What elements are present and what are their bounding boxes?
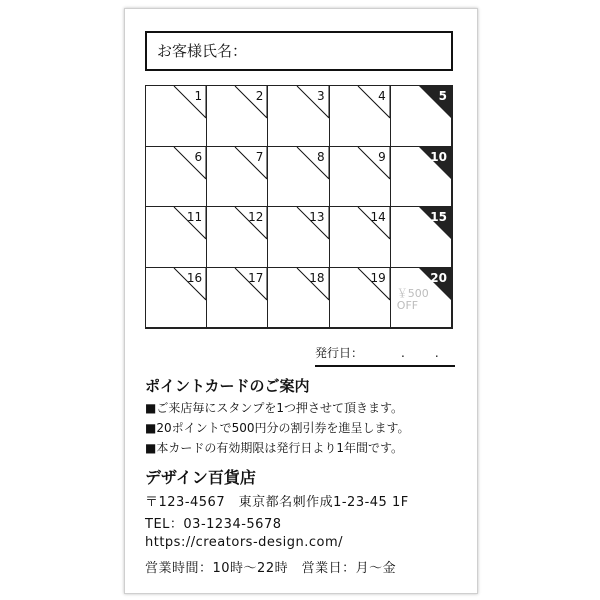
guide-item: ■ご来店毎にスタンプを1つ押させて頂きます。 (145, 401, 404, 415)
stamp-cell (145, 267, 207, 329)
stamp-number: 7 (255, 149, 264, 164)
reward-amount: ￥500 (396, 286, 429, 300)
customer-name-field[interactable] (145, 31, 453, 71)
stamp-number: 6 (194, 149, 203, 164)
stamp-cell (267, 85, 329, 147)
store-name: デザイン百貨店 (145, 468, 256, 487)
stamp-number: 17 (248, 270, 264, 285)
guide-item: ■本カードの有効期限は発行日より1年間です。 (145, 441, 404, 455)
stamp-number: 15 (430, 210, 447, 224)
stamp-cell (206, 85, 268, 147)
stamp-cell (206, 146, 268, 208)
reward-text (397, 288, 429, 312)
stamp-cell-bonus (390, 146, 452, 208)
store-hours: 営業時間：10時～22時 営業日：月～金 (145, 561, 397, 576)
stamp-grid (145, 85, 453, 329)
stamp-cell (329, 206, 391, 268)
stamp-number: 13 (309, 210, 325, 224)
stamp-cell (329, 146, 391, 208)
stamp-cell (329, 267, 391, 329)
stamp-number: 2 (255, 89, 264, 103)
stamp-cell (267, 206, 329, 268)
stamp-number: 16 (186, 270, 203, 285)
store-tel: TEL：03-1234-5678 (145, 517, 282, 532)
reward-off: OFF (396, 298, 419, 312)
stamp-number: 10 (430, 149, 447, 164)
store-address: 〒123-4567 東京都名刺作成1-23-45 1F (145, 495, 409, 510)
stamp-number: 5 (438, 89, 447, 103)
stamp-cell (267, 146, 329, 208)
stamp-cell-bonus (390, 267, 452, 329)
stamp-cell (329, 85, 391, 147)
stamp-cell-bonus (390, 85, 452, 147)
issue-date-field[interactable] (315, 343, 455, 367)
issue-date-placeholder: . . (401, 346, 441, 360)
stamp-number: 18 (309, 270, 325, 285)
stamp-cell (145, 146, 207, 208)
stamp-cell (145, 85, 207, 147)
stamp-number: 11 (186, 210, 203, 224)
store-url[interactable]: https://creators-design.com/ (145, 535, 344, 550)
guide-item: ■20ポイントで500円分の割引券を進呈します。 (145, 421, 410, 435)
stamp-cell (206, 206, 268, 268)
stamp-number: 9 (378, 149, 386, 164)
stamp-cell-bonus (390, 206, 452, 268)
stamp-number: 19 (370, 270, 386, 285)
stamp-number: 14 (370, 210, 386, 224)
customer-name-label: お客様氏名： (157, 42, 248, 60)
stamp-number: 8 (316, 149, 325, 164)
stamp-number: 1 (194, 89, 203, 103)
stamp-number: 20 (430, 270, 447, 285)
issue-date-label: 発行日： (315, 346, 364, 360)
stamp-cell (206, 267, 268, 329)
stamp-cell (267, 267, 329, 329)
stamp-number: 4 (378, 89, 386, 103)
stamp-number: 3 (316, 89, 325, 103)
guide-title: ポイントカードのご案内 (145, 377, 310, 395)
stamp-number: 12 (248, 210, 264, 224)
stamp-cell (145, 206, 207, 268)
stamp-card (124, 8, 478, 594)
